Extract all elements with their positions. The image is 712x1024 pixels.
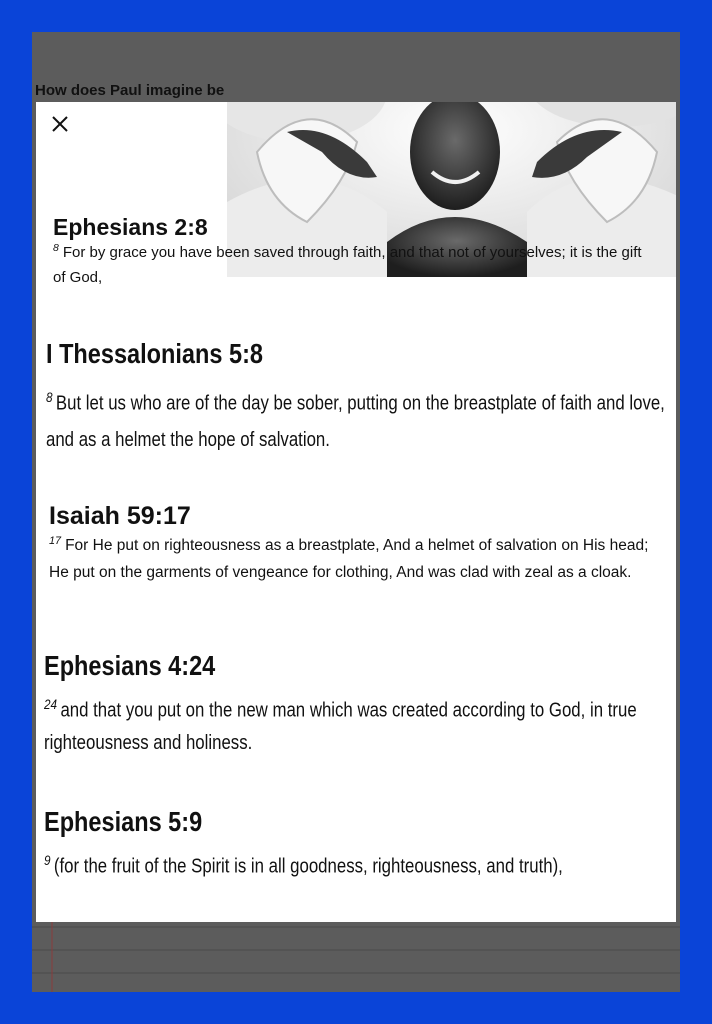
passage-verse xyxy=(53,236,653,290)
verse-text: For He put on righteousness as a breastplate, And a helmet of salvation on His head; He put on the garments of vengeance for clothing, And was clad with zeal as a cloak. xyxy=(49,537,649,582)
verse-text: and that you put on the new man which was created according to God, in true righteousness and holiness. xyxy=(44,699,637,754)
close-icon xyxy=(48,112,72,136)
passage-reference: Ephesians 2:8 xyxy=(53,214,208,240)
passage-reference: Isaiah 59:17 xyxy=(49,502,191,530)
passage-verse xyxy=(44,688,674,759)
close-button[interactable] xyxy=(48,112,72,136)
passage-verse xyxy=(49,528,659,586)
verse-popup xyxy=(36,102,676,922)
verse-number: 8 xyxy=(46,389,53,405)
verse-text: For by grace you have been saved through faith, and that not of yourselves; it is the gift of God, xyxy=(53,244,642,286)
background-question-text: How does Paul imagine be xyxy=(35,82,225,99)
verse-number: 17 xyxy=(49,535,62,547)
passage-reference: Ephesians 4:24 xyxy=(44,650,216,681)
verse-number: 9 xyxy=(44,852,51,868)
passage-verse xyxy=(44,844,674,883)
passage-reference: I Thessalonians 5:8 xyxy=(46,338,263,369)
verse-text: (for the fruit of the Spirit is in all goodness, righteousness, and truth), xyxy=(53,855,563,878)
passage-reference: Ephesians 5:9 xyxy=(44,806,203,837)
verse-number: 24 xyxy=(44,696,58,712)
passage-verse xyxy=(46,379,668,458)
verse-number: 8 xyxy=(53,242,59,254)
app-frame xyxy=(32,32,680,992)
verse-text: But let us who are of the day be sober, putting on the breastplate of faith and love, and as a helmet the hope of salvation. xyxy=(46,392,665,451)
